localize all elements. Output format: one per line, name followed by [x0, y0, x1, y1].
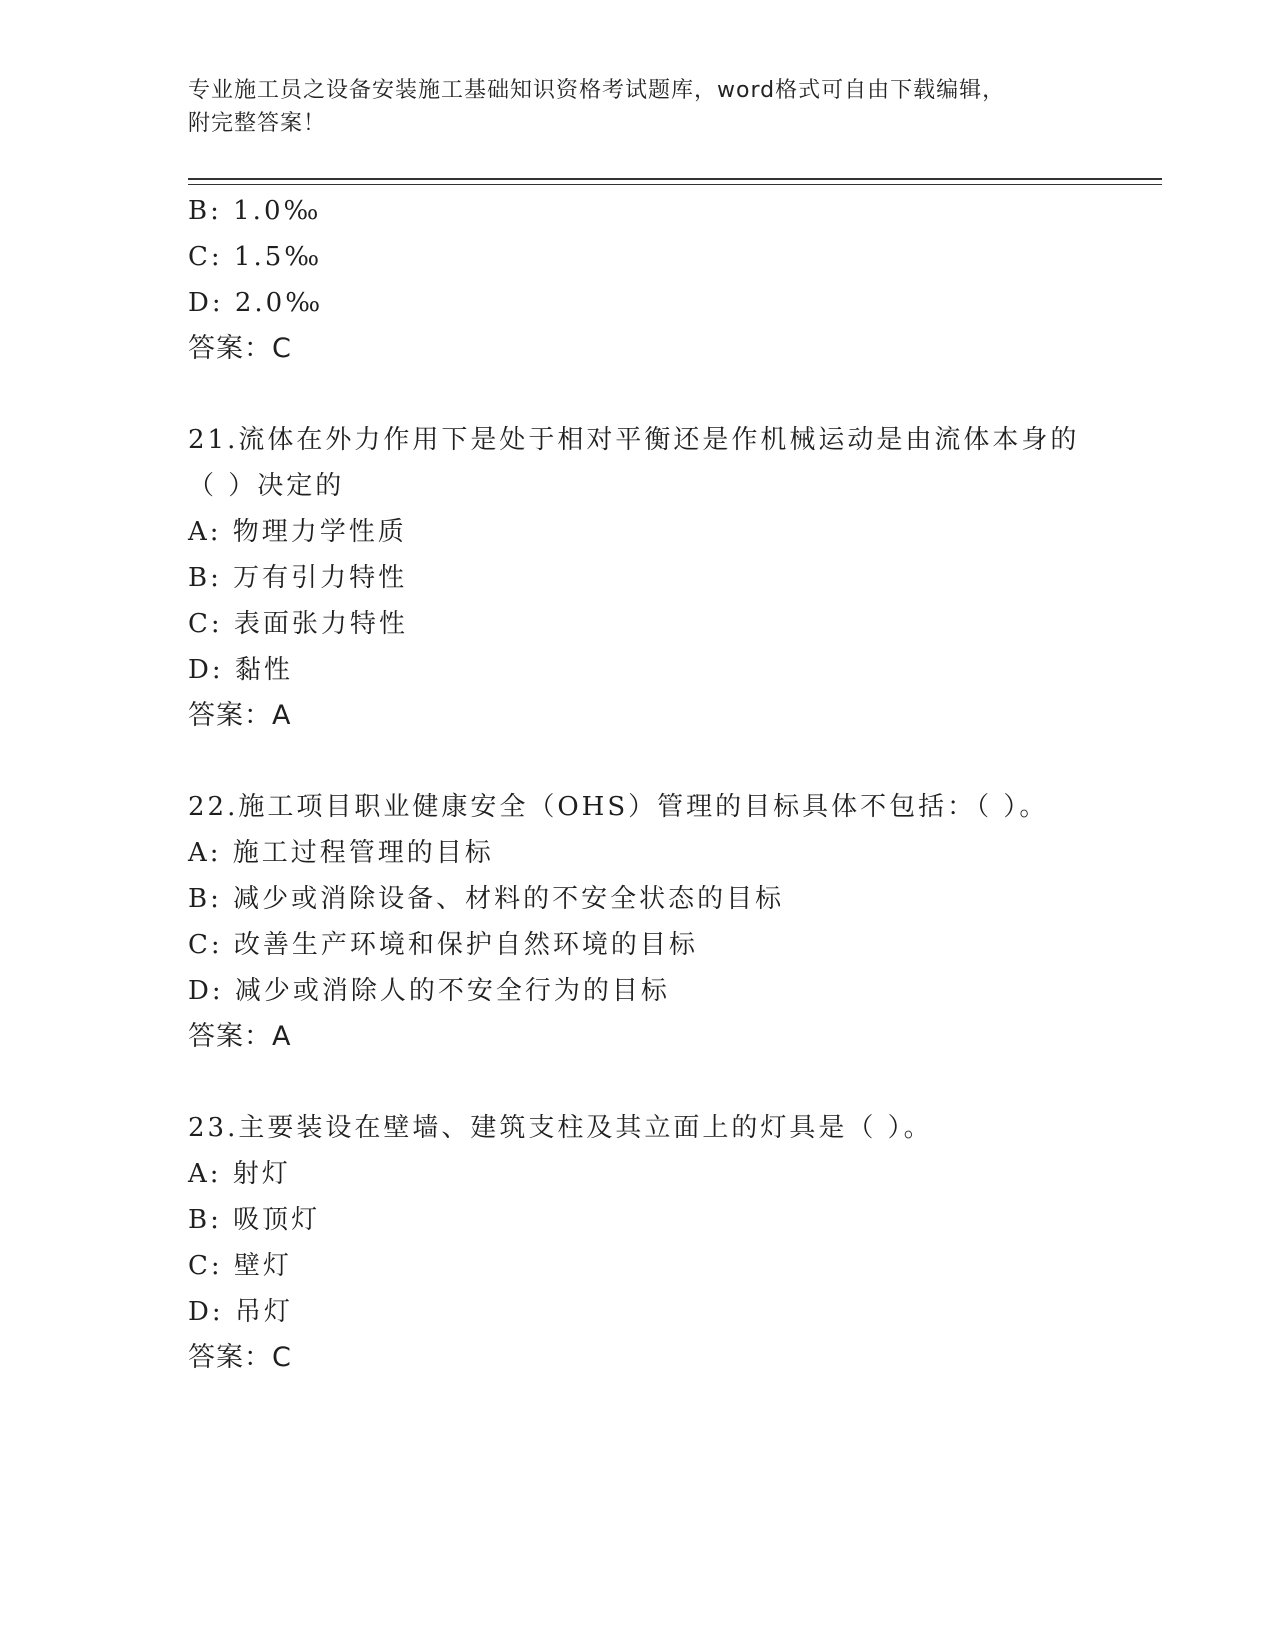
question-stem: 21.流体在外力作用下是处于相对平衡还是作机械运动是由流体本身的: [188, 425, 1080, 455]
option-c: C: 1.5‰: [188, 242, 323, 272]
option-c: C: 壁灯: [188, 1251, 292, 1281]
question-stem: 22.施工项目职业健康安全（OHS）管理的目标具体不包括：（ ）。: [188, 792, 1049, 822]
question-23: [188, 1105, 1148, 1381]
option-b: B: 减少或消除设备、材料的不安全状态的目标: [188, 884, 785, 914]
document-body: [188, 188, 1148, 1381]
header-line-2: 附完整答案！: [188, 111, 327, 136]
question-22: [188, 784, 1148, 1060]
header-divider-thin: [188, 184, 1162, 185]
option-b: B: 万有引力特性: [188, 563, 408, 593]
page-header: [188, 74, 1088, 140]
spacer: [188, 739, 1148, 784]
spacer: [188, 372, 1148, 417]
answer-line: 答案：A: [188, 1021, 292, 1052]
question-stem-continued: （ ）决定的: [188, 471, 345, 501]
question-stem: 23.主要装设在壁墙、建筑支柱及其立面上的灯具是（ ）。: [188, 1113, 933, 1143]
answer-line: 答案：C: [188, 333, 292, 364]
option-d: D: 减少或消除人的不安全行为的目标: [188, 976, 670, 1006]
spacer: [188, 1060, 1148, 1105]
header-divider-thick: [188, 178, 1162, 180]
answer-line: 答案：A: [188, 700, 292, 731]
option-b: B: 1.0‰: [188, 196, 322, 226]
option-a: A: 施工过程管理的目标: [188, 838, 494, 868]
option-d: D: 吊灯: [188, 1297, 293, 1327]
option-b: B: 吸顶灯: [188, 1205, 321, 1235]
header-line-1: 专业施工员之设备安装施工基础知识资格考试题库，word格式可自由下载编辑，: [188, 78, 1006, 103]
option-a: A: 物理力学性质: [188, 517, 407, 547]
option-c: C: 改善生产环境和保护自然环境的目标: [188, 930, 698, 960]
question-21: [188, 417, 1148, 739]
option-c: C: 表面张力特性: [188, 609, 408, 639]
option-d: D: 2.0‰: [188, 288, 324, 318]
continued-question: [188, 188, 1148, 372]
option-a: A: 射灯: [188, 1159, 291, 1189]
option-d: D: 黏性: [188, 655, 293, 685]
answer-line: 答案：C: [188, 1342, 292, 1373]
